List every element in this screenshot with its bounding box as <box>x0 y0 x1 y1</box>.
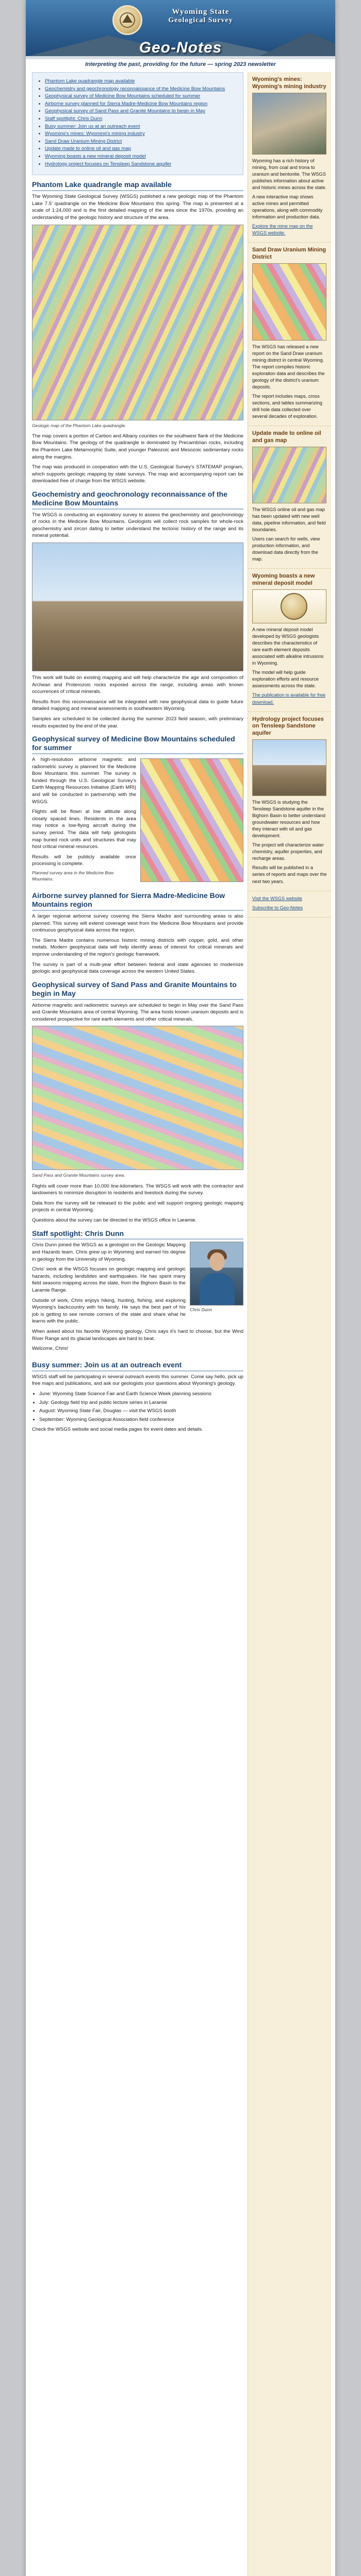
photo-caption: Chris Dunn <box>190 1307 212 1313</box>
story-paragraph: Questions about the survey can be directed to the WSGS office in Laramie. <box>32 1217 197 1223</box>
tagline: Interpreting the past, providing for the future — spring 2023 newsletter <box>85 61 276 67</box>
publication-cover-image[interactable] <box>252 589 326 623</box>
story-paragraph: Results from this reconnaissance will be integrated with new geophysical data to guide future detailed mapping and mineral assessments in southeastern Wyoming. <box>32 699 243 712</box>
story-paragraph: Airborne magnetic and radiometric surveys are scheduled to begin in May over the Sand Pass and Granite Mountains area of central Wyoming. The area hosts known uranium deposits and is considered prospective for rare earth elements and other critical minerals. <box>32 1002 243 1022</box>
sidebar-paragraph: A new interactive map shows active mines and permitted operations, along with commodity information and production data. <box>252 194 323 219</box>
story-paragraph: Welcome, Chris! <box>32 1346 69 1352</box>
story-paragraph: A high-resolution airborne magnetic and radiometric survey is planned for the Medicine Bow Mountains this summer. The survey is funded through the U.S. Geological Survey's Earth Mapping Resources Initiative (Earth MRI) and will be conducted in partnership with the WSGS. <box>32 756 136 805</box>
toc-link[interactable]: • Wyoming boasts a new mineral deposit model <box>45 153 239 160</box>
sidebar-link[interactable]: The publication is available for free download. <box>252 692 325 705</box>
sidebar-paragraph: Users can search for wells, view production information, and download data directly from the map. <box>252 536 320 562</box>
sidebar-paragraph: The model will help guide exploration efforts and resource assessments across the state. <box>252 670 319 689</box>
phantom-lake-map-image[interactable] <box>32 225 243 420</box>
story-paragraph: Outside of work, Chris enjoys hiking, hunting, fishing, and exploring Wyoming's backcountry with his family. He says the best part of his job is getting to see remote corners of the state and share what he learns with the public. <box>32 1297 186 1325</box>
story-paragraph: Data from the survey will be released to the public and will support ongoing geologic mapping projects in central Wyoming. <box>32 1200 243 1213</box>
toc-link[interactable]: • Geochemistry and geochronology reconnaissance of the Medicine Bow Mountains <box>45 86 239 93</box>
story-title: Geochemistry and geochronology reconnaissance of the Medicine Bow Mountains <box>32 490 243 510</box>
toc-link[interactable]: • Geophysical survey of Sand Pass and Granite Mountains to begin in May <box>45 108 239 115</box>
story-paragraph: When asked about his favorite Wyoming geology, Chris says it's hard to choose, but the Wind River Range and its glacial landscapes are hard to beat. <box>32 1329 243 1342</box>
story-medicine-bow-survey <box>32 735 243 886</box>
survey-seal-icon <box>281 593 307 620</box>
story-paragraph: Flights will be flown at low altitude along closely spaced lines. Residents in the area may notice a low-flying aircraft during the survey period. The data will help geologists map buried rock units and structures that may host critical mineral resources. <box>32 809 136 850</box>
sidebar-column <box>248 72 331 2576</box>
survey-area-map-image[interactable] <box>140 758 243 882</box>
story-staff-spotlight <box>32 1229 243 1355</box>
toc-link[interactable]: • Airborne survey planned for Sierra Madre-Medicine Bow Mountains region <box>45 100 239 108</box>
toc-link[interactable]: • Phantom Lake quadrangle map available <box>45 78 239 85</box>
survey-seal-icon <box>112 5 142 35</box>
oil-gas-map-image[interactable] <box>252 447 326 503</box>
story-phantom-lake <box>32 180 243 485</box>
figure-caption: Sand Pass and Granite Mountains survey area. <box>32 1173 125 1178</box>
event-item: • August: Wyoming State Fair, Douglas — visit the WSGS booth <box>39 1408 243 1415</box>
sidebar-mines <box>248 72 331 243</box>
sand-draw-map-image[interactable] <box>252 263 326 341</box>
story-title: Geophysical survey of Sand Pass and Granite Mountains to begin in May <box>32 980 243 1000</box>
story-paragraph: This work will build on existing mapping and will help characterize the age and composition of Archean and Proterozoic rocks exposed across the range, including areas with known occurrences of critical minerals. <box>32 675 243 695</box>
story-paragraph: Results will be publicly available once processing is complete. <box>32 854 136 867</box>
sidebar-links <box>248 891 331 918</box>
sidebar-title: Sand Draw Uranium Mining District <box>252 247 326 260</box>
toc-link[interactable]: • Sand Draw Uranium Mining District <box>45 138 239 145</box>
story-paragraph: WSGS staff will be participating in several outreach events this summer. Come say hello, pick up free maps and publications, and ask our geologists your questions about Wyoming's geology. <box>32 1374 243 1387</box>
sidebar-title: Wyoming's mines: Wyoming's mining industry <box>252 76 326 90</box>
sidebar-deposit-model <box>248 569 331 711</box>
sidebar-title: Hydrology project focuses on Tensleep Sandstone aquifer <box>252 716 324 737</box>
story-paragraph: The Wyoming State Geological Survey (WSGS) published a new geologic map of the Phantom Lake 7.5' quadrangle on the Medicine Bow Mountains this spring. The map is presented at a scale of 1:24,000 and is the first detailed mapping of the area since the 1970s, providing an understanding of the geologic history and structure of the area. <box>32 194 243 221</box>
story-title: Busy summer: Join us at an outreach event <box>32 1361 243 1371</box>
event-item: • July: Geology field trip and public lecture series in Laramie <box>39 1399 243 1406</box>
toc-link[interactable]: • Geophysical survey of Medicine Bow Mountains scheduled for summer <box>45 93 239 100</box>
story-title: Geophysical survey of Medicine Bow Mountains scheduled for summer <box>32 735 243 754</box>
sand-pass-map-image[interactable] <box>32 1026 243 1170</box>
sidebar-paragraph: The WSGS online oil and gas map has been updated with new well data, pipeline information, and field boundaries. <box>252 506 326 533</box>
story-paragraph: The Sierra Madre contains numerous historic mining districts with copper, gold, and other metals. Modern geophysical data will help identify areas of interest for critical minerals and improve understanding of the region's geologic framework. <box>32 937 243 958</box>
masthead-banner <box>26 0 335 59</box>
event-list <box>39 1391 243 1423</box>
event-item: • September: Wyoming Geological Association field conference <box>39 1416 243 1423</box>
story-paragraph: The WSGS is conducting an exploratory survey to assess the geochemistry and geochronology of rocks in the Medicine Bow Mountains. Geologists will collect rock samples for whole-rock geochemistry and zircon dating to better understand the tectonic history of the range and its mineral potential. <box>32 512 243 539</box>
sidebar-paragraph: The WSGS is studying the Tensleep Sandstone aquifer in the Bighorn Basin to better understand groundwater resources and how they interact with oil and gas development. <box>252 799 325 839</box>
sidebar-title: Update made to online oil and gas map <box>252 430 321 444</box>
sidebar-oil-gas <box>248 426 331 569</box>
story-paragraph: Flights will cover more than 10,000 line-kilometers. The WSGS will work with the contractor and landowners to minimize disruption to residents and livestock during the survey. <box>32 1183 243 1196</box>
staff-photo-wrapper <box>190 1242 243 1317</box>
toc-link[interactable]: • Staff spotlight: Chris Dunn <box>45 115 239 123</box>
toc-list <box>45 78 239 167</box>
survey-name <box>146 7 255 25</box>
subscribe-link[interactable]: Subscribe to Geo-Notes <box>252 905 303 910</box>
figure-caption: Geologic map of the Phantom Lake quadrangle. <box>32 422 126 428</box>
sidebar-sand-draw <box>248 243 331 426</box>
sidebar-paragraph: The project will characterize water chemistry, aquifer properties, and recharge areas. <box>252 842 324 861</box>
story-paragraph: Chris' work at the WSGS focuses on geologic mapping and geologic hazards, including landslides and earthquakes. He has spent many field seasons mapping across the state, from the Bighorn Basin to the Laramie Range. <box>32 1266 186 1294</box>
story-paragraph: The map was produced in cooperation with the U.S. Geological Survey's STATEMAP program, which supports geologic mapping by state surveys. The map and accompanying report can be downloaded free of charge from the WSGS website. <box>32 464 243 484</box>
story-sand-pass-survey <box>32 980 243 1224</box>
newsletter-page <box>26 0 335 2576</box>
story-paragraph: The map covers a portion of Carbon and Albany counties on the southwest flank of the Medicine Bow Mountains. The geology of the quadrangle is dominated by Precambrian rocks, including the Phantom Lake Metamorphic Suite, and younger Paleozoic and Mesozoic sedimentary rocks along the margins. <box>32 433 243 460</box>
story-title: Phantom Lake quadrangle map available <box>32 180 243 191</box>
main-column <box>32 72 243 1438</box>
story-paragraph: Chris Dunn joined the WSGS as a geologist on the Geologic Mapping and Hazards team. Chris grew up in Wyoming and earned his degree in geology from the University of Wyoming. <box>32 1242 186 1262</box>
sidebar-paragraph: A new mineral deposit model developed by WSGS geologists describes the characteristics of rare earth element deposits associated with alkaline intrusions in Wyoming. <box>252 626 324 666</box>
story-geochemistry <box>32 490 243 730</box>
aquifer-photo-image <box>252 739 326 796</box>
sidebar-hydrology <box>248 712 331 891</box>
toc-link[interactable]: • Wyoming's mines: Wyoming's mining industry <box>45 130 239 138</box>
survey-name-line1: Wyoming State <box>172 8 229 16</box>
table-of-contents <box>32 72 243 175</box>
sidebar-paragraph: The report includes maps, cross sections, and tables summarizing drill hole data collected over several decades of exploration. <box>252 394 322 419</box>
story-title: Staff spotlight: Chris Dunn <box>32 1229 243 1240</box>
event-item: • June: Wyoming State Science Fair and Earth Science Week planning sessions <box>39 1391 243 1398</box>
sidebar-paragraph: The WSGS has released a new report on the Sand Draw uranium mining district in central Wyoming. The report compiles historic exploration data and describes the geology of the district's uranium deposits. <box>252 344 325 390</box>
figure-caption: Planned survey area in the Medicine Bow Mountains. <box>32 870 114 882</box>
toc-link[interactable]: • Busy summer: Join us at an outreach event <box>45 123 239 130</box>
toc-link[interactable]: • Update made to online oil and gas map <box>45 145 239 152</box>
staff-photo <box>190 1242 243 1306</box>
story-paragraph: A larger regional airborne survey covering the Sierra Madre and surrounding areas is also planned. This survey will extend coverage west from the Medicine Bow Mountains and provide continuous geophysical data across the region. <box>32 913 243 934</box>
sidebar-paragraph: Wyoming has a rich history of mining, from coal and trona to uranium and bentonite. The WSGS publishes information about active and historic mines across the state. <box>252 158 327 190</box>
story-sierra-madre-survey <box>32 891 243 975</box>
website-link[interactable]: Visit the WSGS website <box>252 895 302 901</box>
story-paragraph: Check the WSGS website and social media pages for event dates and details. <box>32 1427 203 1433</box>
story-title: Airborne survey planned for Sierra Madre-Medicine Bow Mountains region <box>32 891 243 911</box>
sidebar-paragraph: Results will be published in a series of reports and maps over the next two years. <box>252 865 327 884</box>
story-paragraph: Samples are scheduled to be collected during the summer 2023 field season, with preliminary results expected by the end of the year. <box>32 716 243 729</box>
sidebar-title: Wyoming boasts a new mineral deposit model <box>252 573 315 587</box>
mine-photo-image <box>252 93 326 155</box>
logo-row <box>103 4 258 37</box>
story-outreach <box>32 1361 243 1433</box>
newsletter-title: Geo-Notes <box>139 39 222 56</box>
toc-link[interactable]: • Hydrology project focuses on Tensleep Sandstone aquifer <box>45 161 239 168</box>
survey-name-line2: Geological Survey <box>168 16 233 24</box>
field-photo-image <box>32 543 243 671</box>
story-paragraph: The survey is part of a multi-year effort between federal and state agencies to modernize geologic and geophysical data coverage across the western United States. <box>32 961 243 975</box>
sidebar-link[interactable]: Explore the mine map on the WSGS website. <box>252 224 313 236</box>
